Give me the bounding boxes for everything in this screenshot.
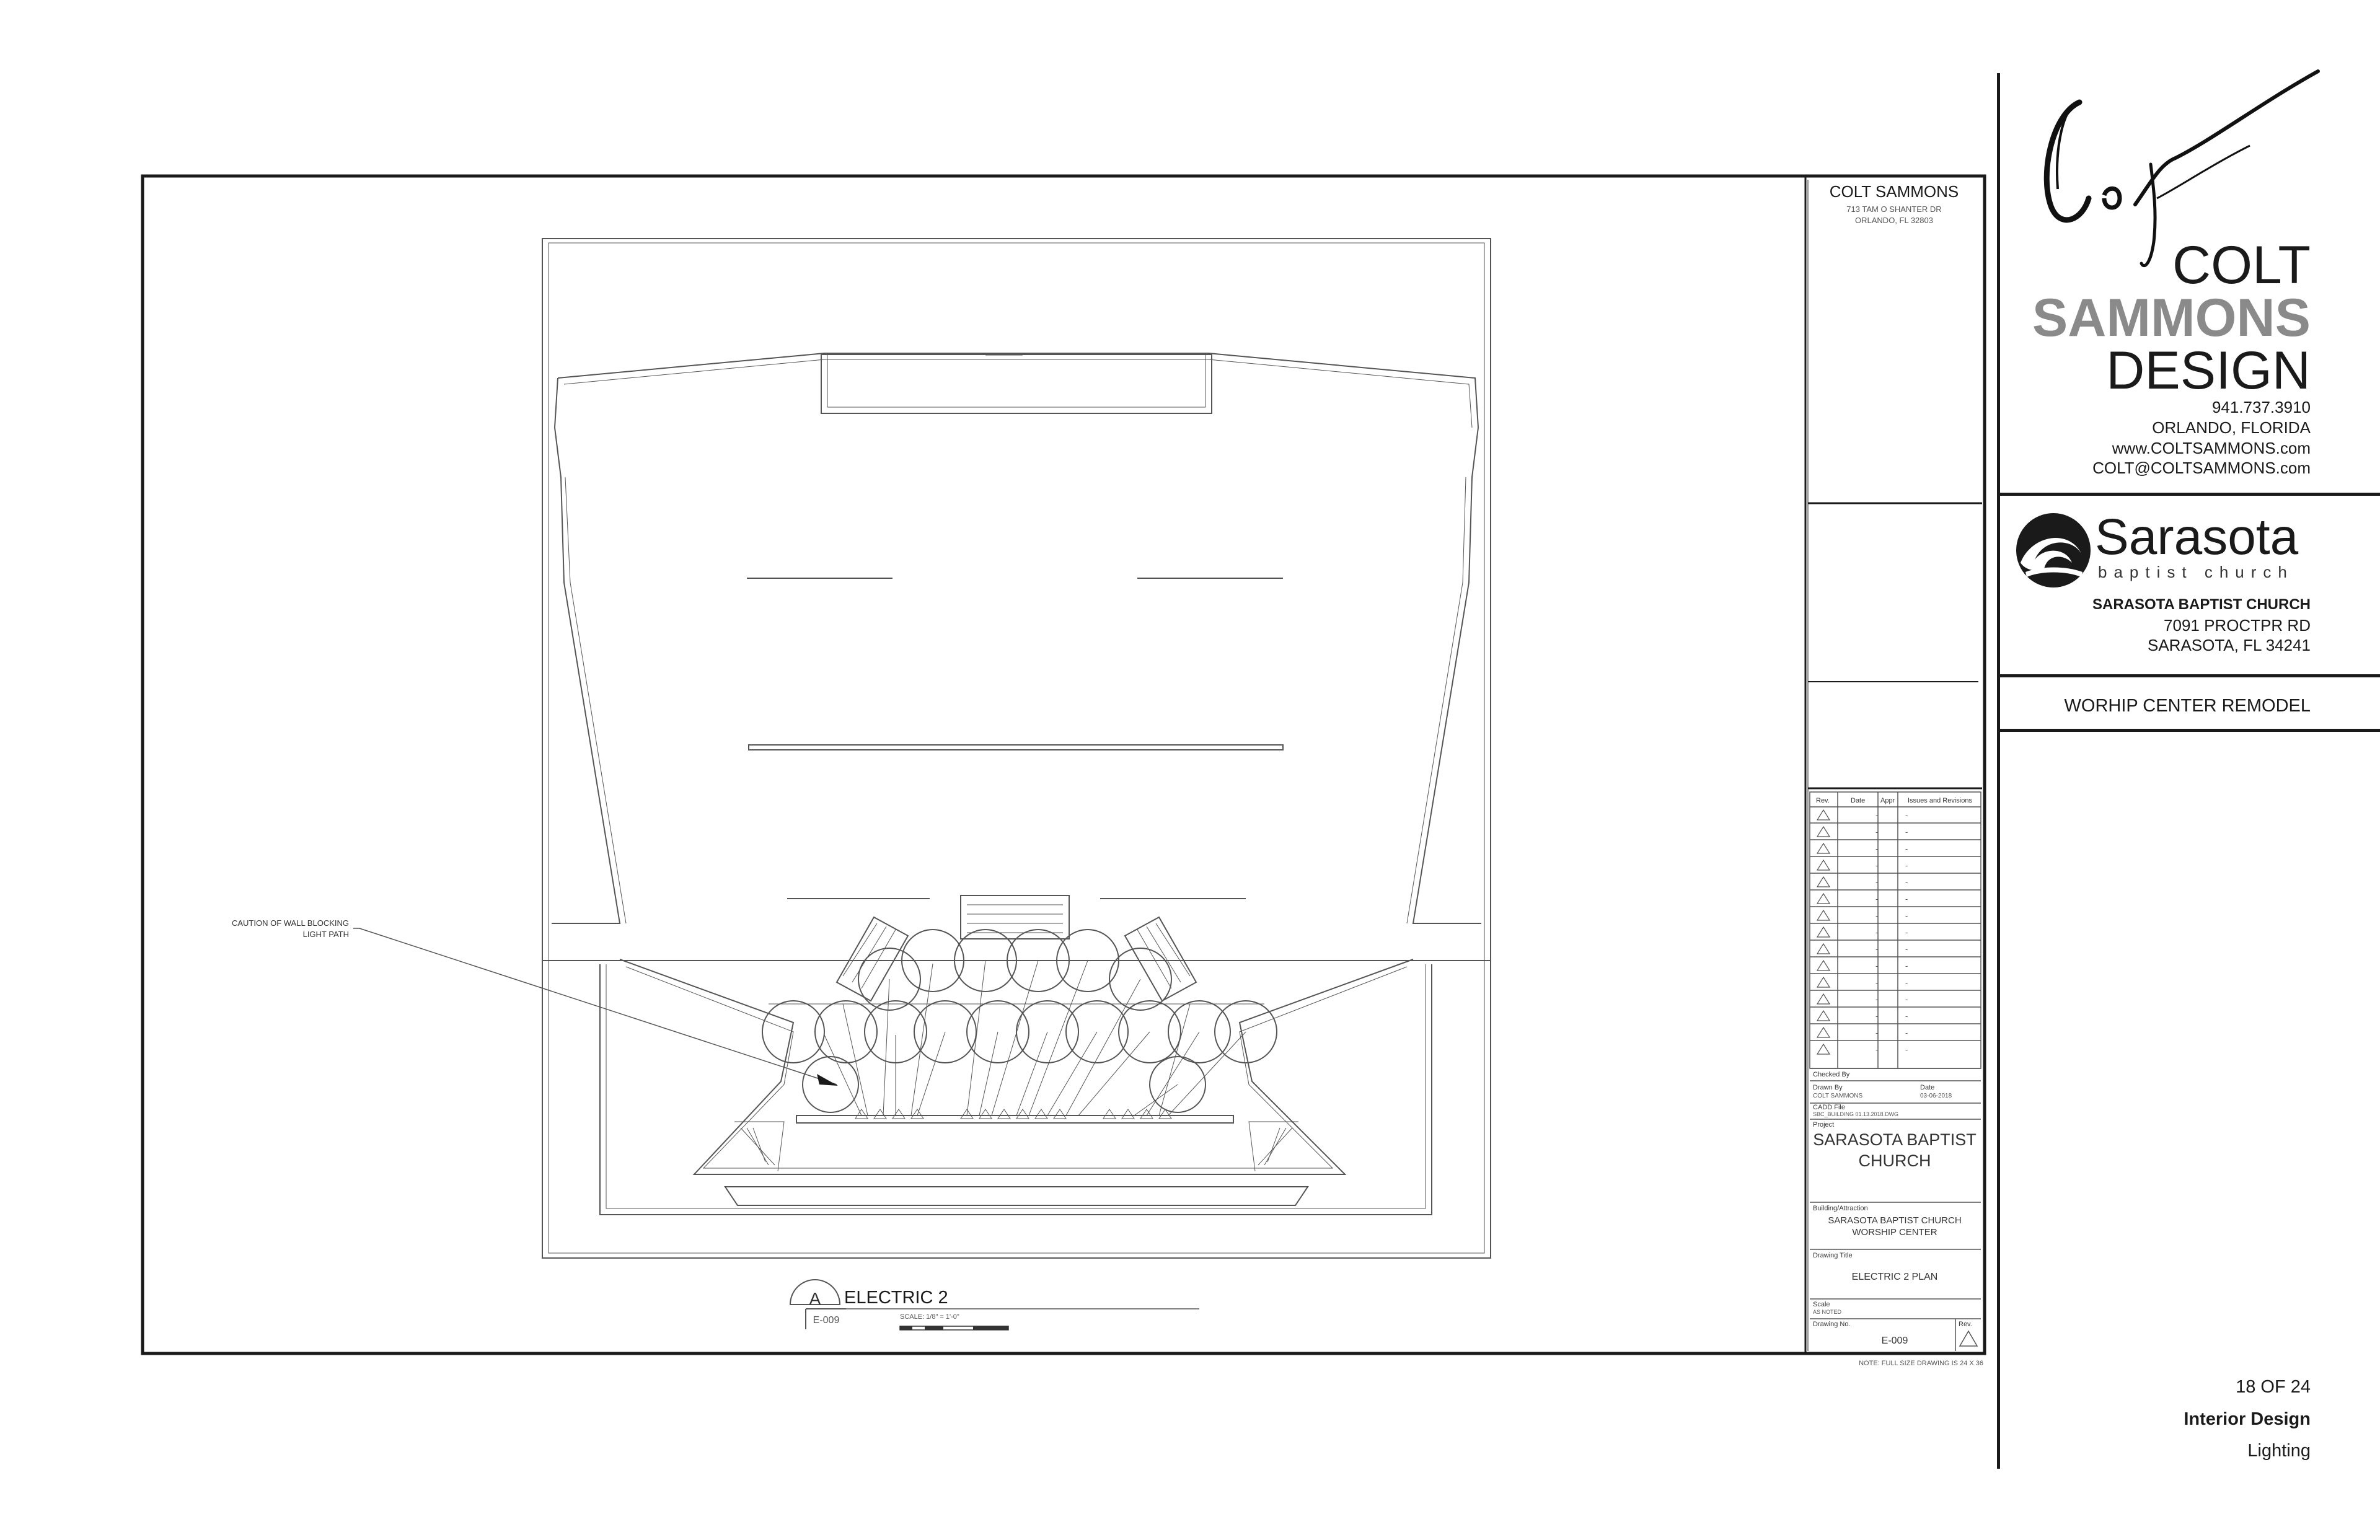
view-letter: A — [809, 1289, 821, 1308]
view-scale: SCALE: 1/8" = 1'-0" — [900, 1313, 959, 1321]
revision-triangle-icon — [1817, 944, 1830, 954]
date-value: 03-06-2018 — [1920, 1093, 1952, 1099]
revision-triangle-icon — [1817, 894, 1830, 904]
revision-triangle-icon — [1817, 910, 1830, 920]
designer-address-1: 713 TAM O SHANTER DR — [1846, 205, 1942, 214]
revision-issue: - — [1905, 1028, 1908, 1037]
callout-line-2: LIGHT PATH — [302, 930, 349, 939]
revision-triangle-icon — [1817, 827, 1830, 837]
brand-city: ORLANDO, FLORIDA — [2152, 418, 2311, 437]
revision-issue: - — [1905, 1011, 1908, 1021]
revision-date: - — [1875, 978, 1879, 987]
revision-date: - — [1875, 878, 1879, 887]
brand-line-3: DESIGN — [2106, 341, 2311, 400]
callout-arrowhead-icon — [817, 1074, 838, 1086]
revision-date: - — [1875, 811, 1879, 820]
rev-label: Rev. — [1959, 1321, 1972, 1328]
page-count: 18 OF 24 — [2236, 1377, 2311, 1397]
brand-phone: 941.737.3910 — [2211, 398, 2311, 416]
revision-triangle-icon — [1817, 843, 1830, 853]
revision-date: - — [1875, 928, 1879, 937]
revision-issue: - — [1905, 861, 1908, 870]
date-label: Date — [1920, 1084, 1935, 1091]
cadd-value: SBC_BUILDING 01.13.2018.DWG — [1813, 1111, 1899, 1117]
project-line-2: CHURCH — [1858, 1151, 1931, 1170]
revision-issue: - — [1905, 995, 1908, 1004]
project-label: Project — [1813, 1121, 1835, 1129]
revision-issue: - — [1905, 911, 1908, 920]
revision-issue: - — [1905, 811, 1908, 820]
callout-line-1: CAUTION OF WALL BLOCKING — [231, 918, 349, 928]
rev-header: Rev. — [1816, 797, 1830, 804]
revision-triangle-icon — [1817, 977, 1830, 987]
drawing-no-value: E-009 — [1881, 1335, 1908, 1346]
revision-date: - — [1875, 1045, 1879, 1054]
revision-issue: - — [1905, 827, 1908, 837]
project-line-1: SARASOTA BAPTIST — [1813, 1130, 1977, 1149]
drawn-by-value: COLT SAMMONS — [1813, 1093, 1863, 1099]
view-title: ELECTRIC 2 — [844, 1288, 948, 1308]
revision-triangle-icon — [1817, 1044, 1830, 1054]
panel-rule-1 — [1997, 493, 2380, 496]
revision-date: - — [1875, 961, 1879, 970]
revision-date: - — [1875, 844, 1879, 853]
revision-issue: - — [1905, 844, 1908, 853]
revision-issue: - — [1905, 894, 1908, 904]
drawing-no-label: Drawing No. — [1813, 1321, 1851, 1328]
revision-issue: - — [1905, 928, 1908, 937]
drawing-title-value: ELECTRIC 2 PLAN — [1851, 1272, 1938, 1282]
brand-email: COLT@COLTSAMMONS.com — [2092, 459, 2311, 477]
panel-rule-3 — [1997, 729, 2380, 732]
full-size-note: NOTE: FULL SIZE DRAWING IS 24 X 36 — [1859, 1360, 1983, 1367]
revision-triangle-icon — [1817, 810, 1830, 820]
revision-triangle-icon — [1817, 1011, 1830, 1021]
subcategory: Lighting — [2247, 1441, 2311, 1461]
revision-issue: - — [1905, 1045, 1908, 1054]
project-name: WORHIP CENTER REMODEL — [2064, 696, 2311, 716]
revisions-table — [1810, 792, 1981, 1068]
revision-date: - — [1875, 1011, 1879, 1021]
brand-line-1: COLT — [2172, 235, 2311, 295]
issues-header: Issues and Revisions — [1908, 797, 1972, 804]
view-sheet: E-009 — [813, 1315, 840, 1326]
revision-triangle-icon — [1817, 961, 1830, 970]
client-name: SARASOTA BAPTIST CHURCH — [2092, 596, 2311, 613]
revision-rows — [1817, 810, 1908, 1054]
building-label: Building/Attraction — [1813, 1205, 1868, 1212]
graphic-scale-bar — [900, 1326, 1008, 1330]
revision-date: - — [1875, 911, 1879, 920]
revision-date: - — [1875, 944, 1879, 954]
client-logo-sub: baptist church — [2098, 563, 2294, 581]
building-line-1: SARASOTA BAPTIST CHURCH — [1828, 1215, 1962, 1226]
revision-triangle-icon — [1817, 877, 1830, 887]
floor-plan — [353, 239, 1491, 1258]
category: Interior Design — [2184, 1409, 2311, 1429]
client-logo-name: Sarasota — [2095, 509, 2299, 565]
revision-triangle-icon — [1817, 927, 1830, 937]
revision-issue: - — [1905, 978, 1908, 987]
revision-issue: - — [1905, 878, 1908, 887]
drawn-by-label: Drawn By — [1813, 1084, 1843, 1091]
revision-triangle-icon — [1817, 994, 1830, 1004]
client-address-2: SARASOTA, FL 34241 — [2147, 636, 2311, 654]
drawing-title-label: Drawing Title — [1813, 1252, 1853, 1259]
scale-label: Scale — [1813, 1301, 1830, 1308]
sarasota-wave-logo-icon — [2013, 510, 2094, 591]
revision-triangle-icon — [1817, 1027, 1830, 1037]
designer-name: COLT SAMMONS — [1829, 182, 1959, 201]
brand-website: www.COLTSAMMONS.com — [2112, 439, 2311, 457]
cadd-label: CADD File — [1813, 1104, 1845, 1111]
revision-issue: - — [1905, 961, 1908, 970]
revision-issue: - — [1905, 944, 1908, 954]
revision-date: - — [1875, 861, 1879, 870]
scale-value: AS NOTED — [1813, 1309, 1842, 1315]
checked-by-label: Checked By — [1813, 1071, 1850, 1078]
brand-line-2: SAMMONS — [2032, 288, 2311, 348]
revision-date: - — [1875, 894, 1879, 904]
building-line-2: WORSHIP CENTER — [1852, 1227, 1937, 1238]
revision-date: - — [1875, 995, 1879, 1004]
client-address-1: 7091 PROCTPR RD — [2164, 616, 2311, 635]
panel-rule-2 — [1997, 674, 2380, 677]
revision-triangle-icon — [1817, 860, 1830, 870]
appr-header: Appr — [1880, 797, 1895, 804]
designer-address-2: ORLANDO, FL 32803 — [1855, 216, 1933, 225]
date-header: Date — [1851, 797, 1866, 804]
revision-date: - — [1875, 1028, 1879, 1037]
revision-date: - — [1875, 827, 1879, 837]
panel-divider — [1997, 73, 2000, 1469]
rev-triangle-icon — [1960, 1331, 1977, 1346]
